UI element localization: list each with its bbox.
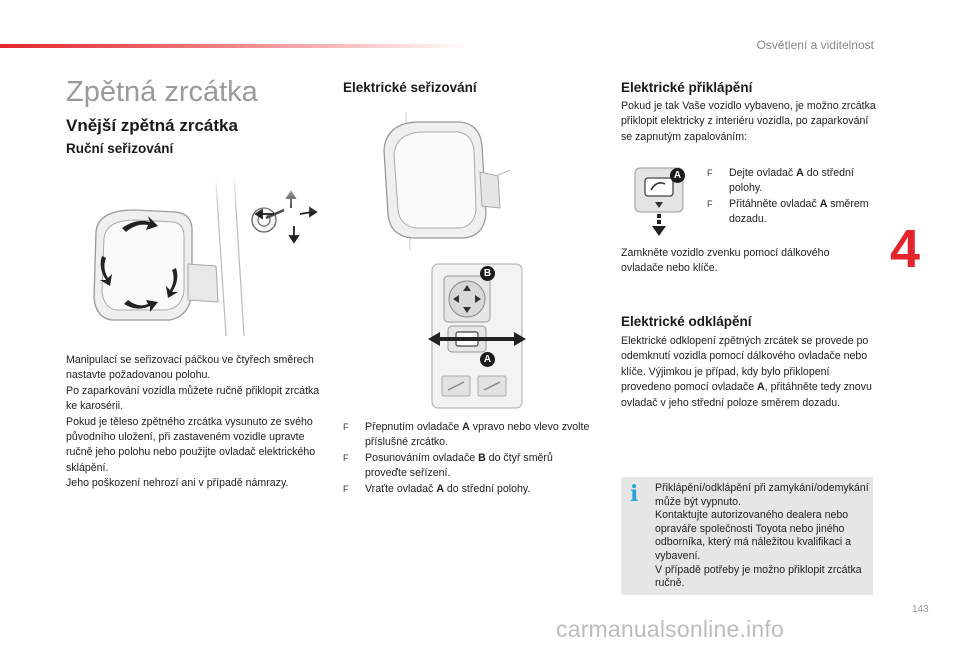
fold-step-item: F Přitáhněte ovladač A směrem dozadu. [707, 197, 869, 226]
info-note-text [655, 482, 869, 591]
electric-adjust-heading: Elektrické seřizování [343, 80, 477, 95]
note-line: Přiklápění/odklápění při zamykání/odemykání může být vypnuto. [655, 482, 869, 508]
step-item: F Přepnutím ovladače A vpravo nebo vlevo zvolte příslušné zrcátko. [343, 421, 590, 449]
manual-paragraph-1: Manipulací se seřizovací páčkou ve čtyřech směrech nastavte požadovanou polohu. [66, 354, 314, 382]
chapter-number: 4 [890, 219, 921, 279]
manual-mirror-illustration [84, 172, 332, 336]
electric-mirror-illustration [376, 110, 524, 254]
bullet-mark: F [343, 452, 349, 463]
electric-unfold-heading: Elektrické odklápění [621, 314, 752, 329]
manual-paragraph-3: Pokud je těleso zpětného zrcátka vysunuto ze svého původního uložení, při zastaveném vozidle upravte ručně jeho polohu nebo použijte ovladač elektrického sklápění. [66, 415, 316, 474]
page-title: Zpětná zrcátka [66, 76, 258, 108]
manual-adjust-heading: Ruční seřizování [66, 141, 174, 156]
fold-steps [707, 166, 879, 228]
manual-adjust-text [66, 353, 324, 492]
page-number: 143 [912, 604, 929, 615]
electric-fold-heading: Elektrické přiklápění [621, 80, 753, 95]
bullet-mark: F [343, 422, 349, 432]
label-b-badge: B [480, 266, 495, 281]
bullet-mark: F [707, 168, 713, 178]
label-a-badge: A [480, 352, 495, 367]
bullet-mark: F [707, 198, 713, 209]
electric-adjust-steps [343, 420, 591, 497]
watermark: carmanualsonline.info [556, 616, 784, 642]
manual-paragraph-2: Po zaparkování vozidla můžete ručně přiklopit zrcátka ke karosérii. [66, 384, 320, 413]
info-note-box [621, 477, 873, 595]
info-icon: i [630, 481, 639, 507]
fold-label-a-badge: A [670, 168, 685, 183]
section-subtitle: Vnější zpětná zrcátka [66, 116, 238, 135]
bullet-mark: F [343, 483, 349, 494]
header-accent-bar [0, 44, 470, 48]
fold-intro-text: Pokud je tak Vaše vozidlo vybaveno, je možno zrcátka přiklopit elektricky z interiéru vozidla, po zaparkování se zapnutým zapalováním: [621, 100, 876, 143]
fold-step-item: F Dejte ovladač A do střední polohy. [707, 167, 854, 195]
manual-paragraph-4: Jeho poškození nehrozí ani v případě námrazy. [66, 477, 289, 490]
fold-lock-text: Zamkněte vozidlo zvenku pomocí dálkového ovladače nebo klíče. [621, 247, 830, 275]
step-item: F Vraťte ovladač A do střední polohy. [343, 482, 591, 497]
note-line: V případě potřeby je možno přiklopit zrcátka ručně. [655, 563, 862, 590]
unfold-text: Elektrické odklopení zpětných zrcátek se provede po odemknutí vozidla pomocí dálkového ovladače nebo klíče. Výjimkou je případ, kdy bylo přiklopení provedeno pomocí ovladače A, přitáhněte tedy znovu ovladač v jeho střední poloze směrem dozadu. [621, 335, 872, 409]
section-title: Osvětlení a viditelnost [756, 38, 874, 52]
step-item: F Posunováním ovladače B do čtyř směrů proveďte seřízení. [343, 451, 553, 480]
note-line: Kontaktujte autorizovaného dealera nebo opravářе společnosti Toyota nebo jiného odborníka, který má náležitou kvalifikaci a vybavení. [655, 509, 852, 562]
electric-switch-panel [428, 262, 532, 410]
